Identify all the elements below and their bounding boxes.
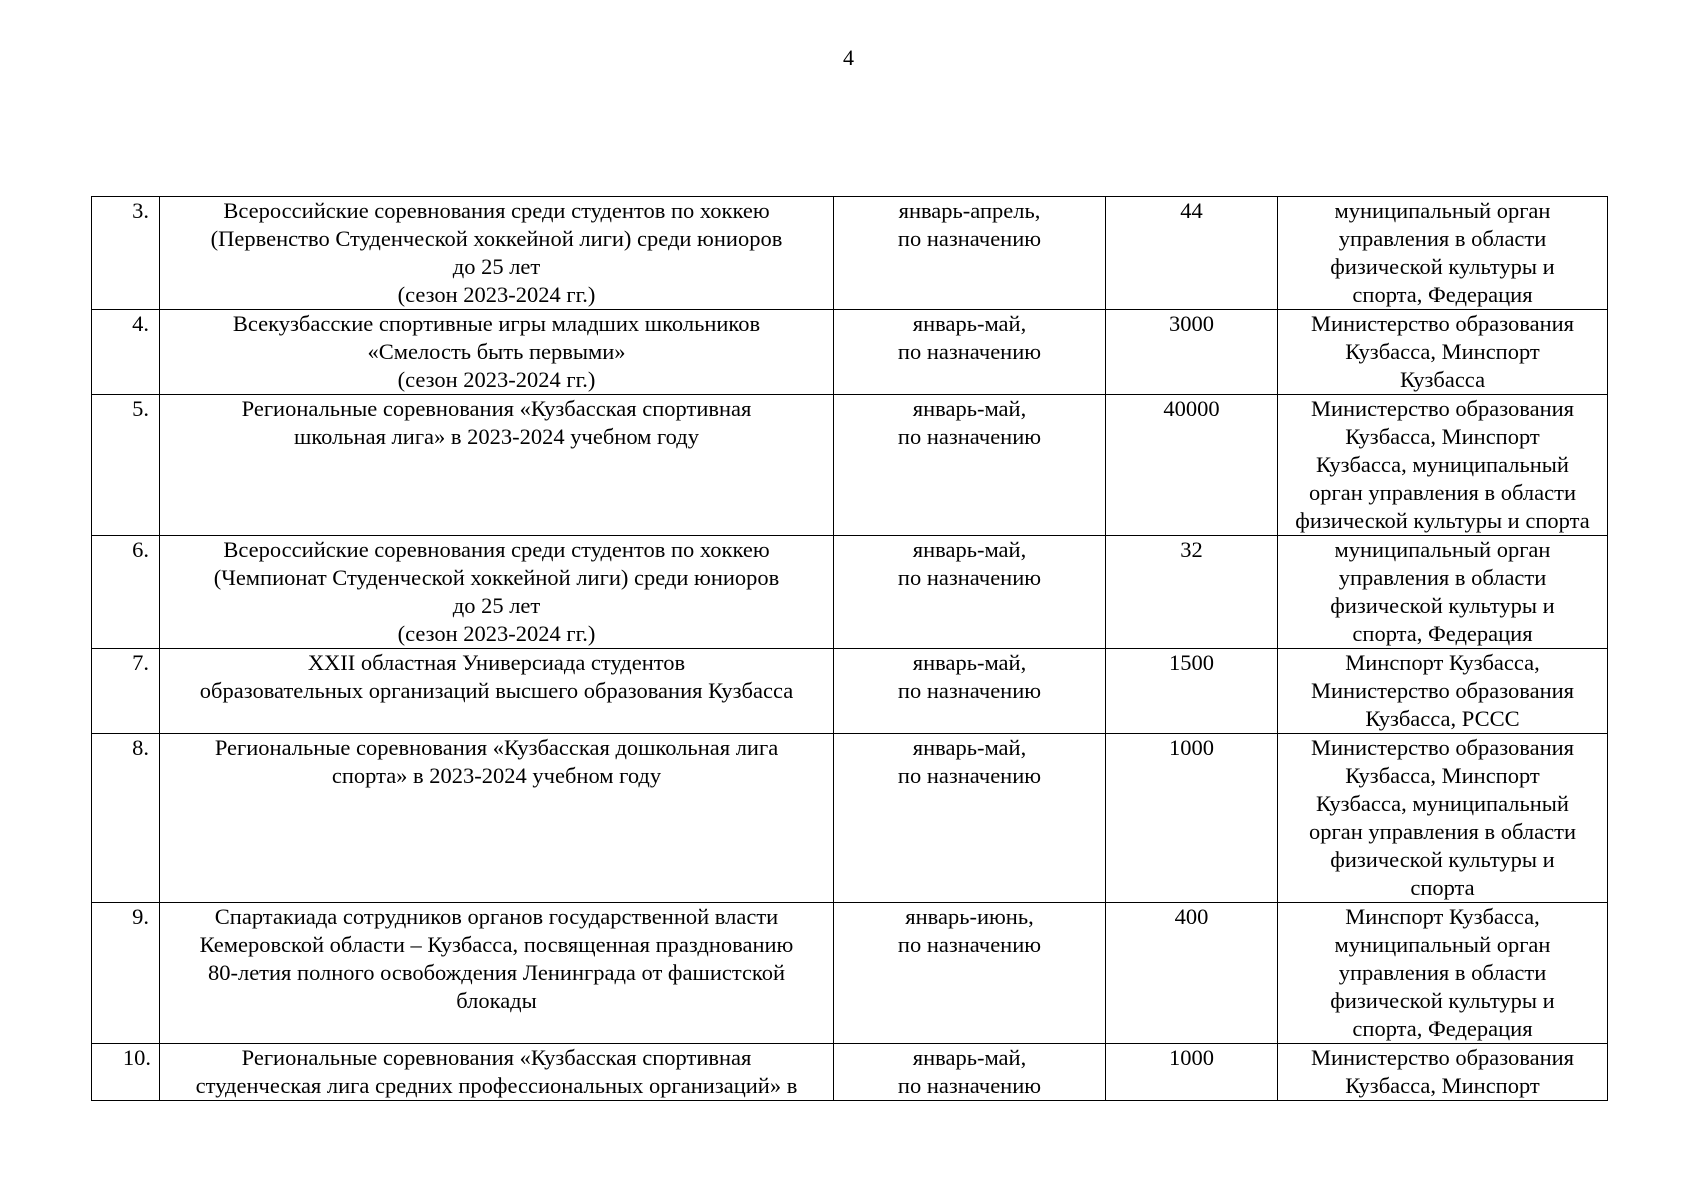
event-date-line: по назначению	[897, 565, 1042, 590]
event-date-cell	[834, 395, 1106, 536]
event-date-cell	[834, 903, 1106, 1044]
event-name-line: Региональные соревнования «Кузбасская спортивная	[241, 1045, 752, 1070]
event-name-line: Всероссийские соревнования среди студентов по хоккею	[223, 537, 770, 562]
event-date-cell	[834, 1044, 1106, 1101]
participants-count-cell	[1106, 903, 1278, 1044]
event-date-line: по назначению	[897, 1073, 1042, 1098]
table-row	[92, 734, 1608, 903]
event-date-line: январь-апрель,	[898, 198, 1041, 223]
organizer-line: спорта, Федерация	[1352, 1016, 1533, 1041]
row-number: 4.	[132, 311, 149, 336]
organizer-line: Кузбасса, муниципальный	[1316, 791, 1569, 816]
event-date-line: январь-май,	[912, 735, 1027, 760]
event-name-cell	[160, 903, 834, 1044]
participants-count: 1000	[1169, 735, 1214, 760]
participants-count: 400	[1174, 904, 1209, 929]
participants-count-cell	[1106, 395, 1278, 536]
table-row	[92, 536, 1608, 649]
event-name-line: (Чемпионат Студенческой хоккейной лиги) среди юниоров	[213, 565, 780, 590]
row-number-cell	[92, 197, 160, 310]
event-date-line: январь-май,	[912, 396, 1027, 421]
organizer-line: спорта	[1410, 875, 1475, 900]
event-name-cell	[160, 536, 834, 649]
participants-count: 32	[1180, 537, 1203, 562]
event-date-line: январь-май,	[912, 1045, 1027, 1070]
organizer-line: физической культуры и	[1330, 988, 1555, 1013]
event-date-line: январь-май,	[912, 537, 1027, 562]
row-number-cell	[92, 903, 160, 1044]
organizer-line: Министерство образования	[1310, 311, 1575, 336]
event-name-line: школьная лига» в 2023-2024 учебном году	[294, 424, 699, 449]
event-name-line: студенческая лига средних профессиональных организаций» в	[195, 1073, 798, 1098]
organizer-cell	[1278, 310, 1608, 395]
participants-count-cell	[1106, 310, 1278, 395]
participants-count-cell	[1106, 734, 1278, 903]
organizer-cell	[1278, 536, 1608, 649]
row-number-cell	[92, 536, 160, 649]
event-name-line: «Смелость быть первыми»	[367, 339, 626, 364]
organizer-cell	[1278, 1044, 1608, 1101]
row-number-cell	[92, 310, 160, 395]
organizer-line: Министерство образования	[1310, 735, 1575, 760]
row-number-cell	[92, 649, 160, 734]
organizer-line: управления в области	[1338, 226, 1547, 251]
event-date-line: по назначению	[897, 763, 1042, 788]
table-row	[92, 903, 1608, 1044]
participants-count: 1500	[1169, 650, 1214, 675]
participants-count: 44	[1180, 198, 1203, 223]
table-row	[92, 649, 1608, 734]
organizer-cell	[1278, 734, 1608, 903]
organizer-line: орган управления в области	[1309, 480, 1576, 505]
organizer-line: Кузбасса, Минспорт	[1345, 1073, 1540, 1098]
organizer-line: управления в области	[1338, 960, 1547, 985]
row-number: 8.	[132, 735, 149, 760]
event-name-line: (Первенство Студенческой хоккейной лиги) среди юниоров	[210, 226, 783, 251]
event-name-line: Кемеровской области – Кузбасса, посвященная празднованию	[199, 932, 794, 957]
organizer-line: Минспорт Кузбасса,	[1345, 650, 1540, 675]
participants-count-cell	[1106, 536, 1278, 649]
organizer-line: Кузбасса, Минспорт	[1345, 339, 1540, 364]
organizer-line: Министерство образования	[1310, 396, 1575, 421]
event-name-cell	[160, 1044, 834, 1101]
organizer-line: физической культуры и	[1330, 847, 1555, 872]
row-number: 7.	[132, 650, 149, 675]
organizer-line: орган управления в области	[1309, 819, 1576, 844]
organizer-line: спорта, Федерация	[1352, 621, 1533, 646]
event-name-line: Региональные соревнования «Кузбасская спортивная	[241, 396, 752, 421]
event-date-line: по назначению	[897, 226, 1042, 251]
events-table	[91, 196, 1608, 1101]
participants-count: 1000	[1169, 1045, 1214, 1070]
organizer-line: Кузбасса, Минспорт	[1345, 763, 1540, 788]
row-number: 10.	[122, 1045, 151, 1070]
event-date-line: январь-май,	[912, 650, 1027, 675]
event-name-cell	[160, 649, 834, 734]
event-date-cell	[834, 649, 1106, 734]
organizer-line: Кузбасса	[1399, 367, 1486, 392]
event-name-cell	[160, 197, 834, 310]
organizer-line: Минспорт Кузбасса,	[1345, 904, 1540, 929]
event-date-cell	[834, 734, 1106, 903]
event-date-cell	[834, 197, 1106, 310]
event-name-cell	[160, 734, 834, 903]
event-name-line: XXII областная Универсиада студентов	[307, 650, 686, 675]
event-name-cell	[160, 395, 834, 536]
table-row	[92, 310, 1608, 395]
organizer-line: Министерство образования	[1310, 678, 1575, 703]
event-date-line: по назначению	[897, 932, 1042, 957]
organizer-line: Кузбасса, муниципальный	[1316, 452, 1569, 477]
organizer-cell	[1278, 395, 1608, 536]
organizer-cell	[1278, 197, 1608, 310]
organizer-line: управления в области	[1338, 565, 1547, 590]
organizer-line: Кузбасса, РССС	[1365, 706, 1520, 731]
event-date-cell	[834, 310, 1106, 395]
row-number-cell	[92, 734, 160, 903]
row-number-cell	[92, 1044, 160, 1101]
event-date-line: по назначению	[897, 339, 1042, 364]
organizer-cell	[1278, 649, 1608, 734]
event-name-cell	[160, 310, 834, 395]
event-name-line: до 25 лет	[452, 593, 541, 618]
participants-count-cell	[1106, 1044, 1278, 1101]
row-number: 3.	[132, 198, 149, 223]
table-row	[92, 197, 1608, 310]
table-row	[92, 1044, 1608, 1101]
row-number: 5.	[132, 396, 149, 421]
event-date-line: по назначению	[897, 678, 1042, 703]
organizer-line: Министерство образования	[1310, 1045, 1575, 1070]
event-name-line: блокады	[456, 988, 537, 1013]
event-name-line: Всероссийские соревнования среди студентов по хоккею	[223, 198, 770, 223]
organizer-line: физической культуры и спорта	[1295, 508, 1590, 533]
page-number: 4	[843, 45, 854, 70]
organizer-line: муниципальный орган	[1334, 932, 1551, 957]
event-date-cell	[834, 536, 1106, 649]
row-number: 9.	[132, 904, 149, 929]
event-name-line: (сезон 2023-2024 гг.)	[397, 282, 596, 307]
event-name-line: до 25 лет	[452, 254, 541, 279]
row-number-cell	[92, 395, 160, 536]
event-name-line: Региональные соревнования «Кузбасская дошкольная лига	[214, 735, 779, 760]
participants-count-cell	[1106, 197, 1278, 310]
events-table-body	[92, 197, 1608, 1101]
organizer-line: физической культуры и	[1330, 593, 1555, 618]
participants-count: 3000	[1169, 311, 1214, 336]
row-number: 6.	[132, 537, 149, 562]
participants-count: 40000	[1163, 396, 1220, 421]
event-date-line: январь-июнь,	[905, 904, 1034, 929]
organizer-cell	[1278, 903, 1608, 1044]
event-name-line: спорта» в 2023-2024 учебном году	[331, 763, 662, 788]
organizer-line: Кузбасса, Минспорт	[1345, 424, 1540, 449]
event-name-line: 80-летия полного освобождения Ленинграда от фашистской	[207, 960, 786, 985]
table-row	[92, 395, 1608, 536]
organizer-line: муниципальный орган	[1334, 198, 1551, 223]
organizer-line: физической культуры и	[1330, 254, 1555, 279]
event-name-line: (сезон 2023-2024 гг.)	[397, 367, 596, 392]
event-name-line: (сезон 2023-2024 гг.)	[397, 621, 596, 646]
organizer-line: муниципальный орган	[1334, 537, 1551, 562]
organizer-line: спорта, Федерация	[1352, 282, 1533, 307]
event-date-line: январь-май,	[912, 311, 1027, 336]
event-name-line: Всекузбасские спортивные игры младших школьников	[232, 311, 761, 336]
event-name-line: образовательных организаций высшего образования Кузбасса	[199, 678, 794, 703]
event-date-line: по назначению	[897, 424, 1042, 449]
event-name-line: Спартакиада сотрудников органов государственной власти	[214, 904, 779, 929]
participants-count-cell	[1106, 649, 1278, 734]
